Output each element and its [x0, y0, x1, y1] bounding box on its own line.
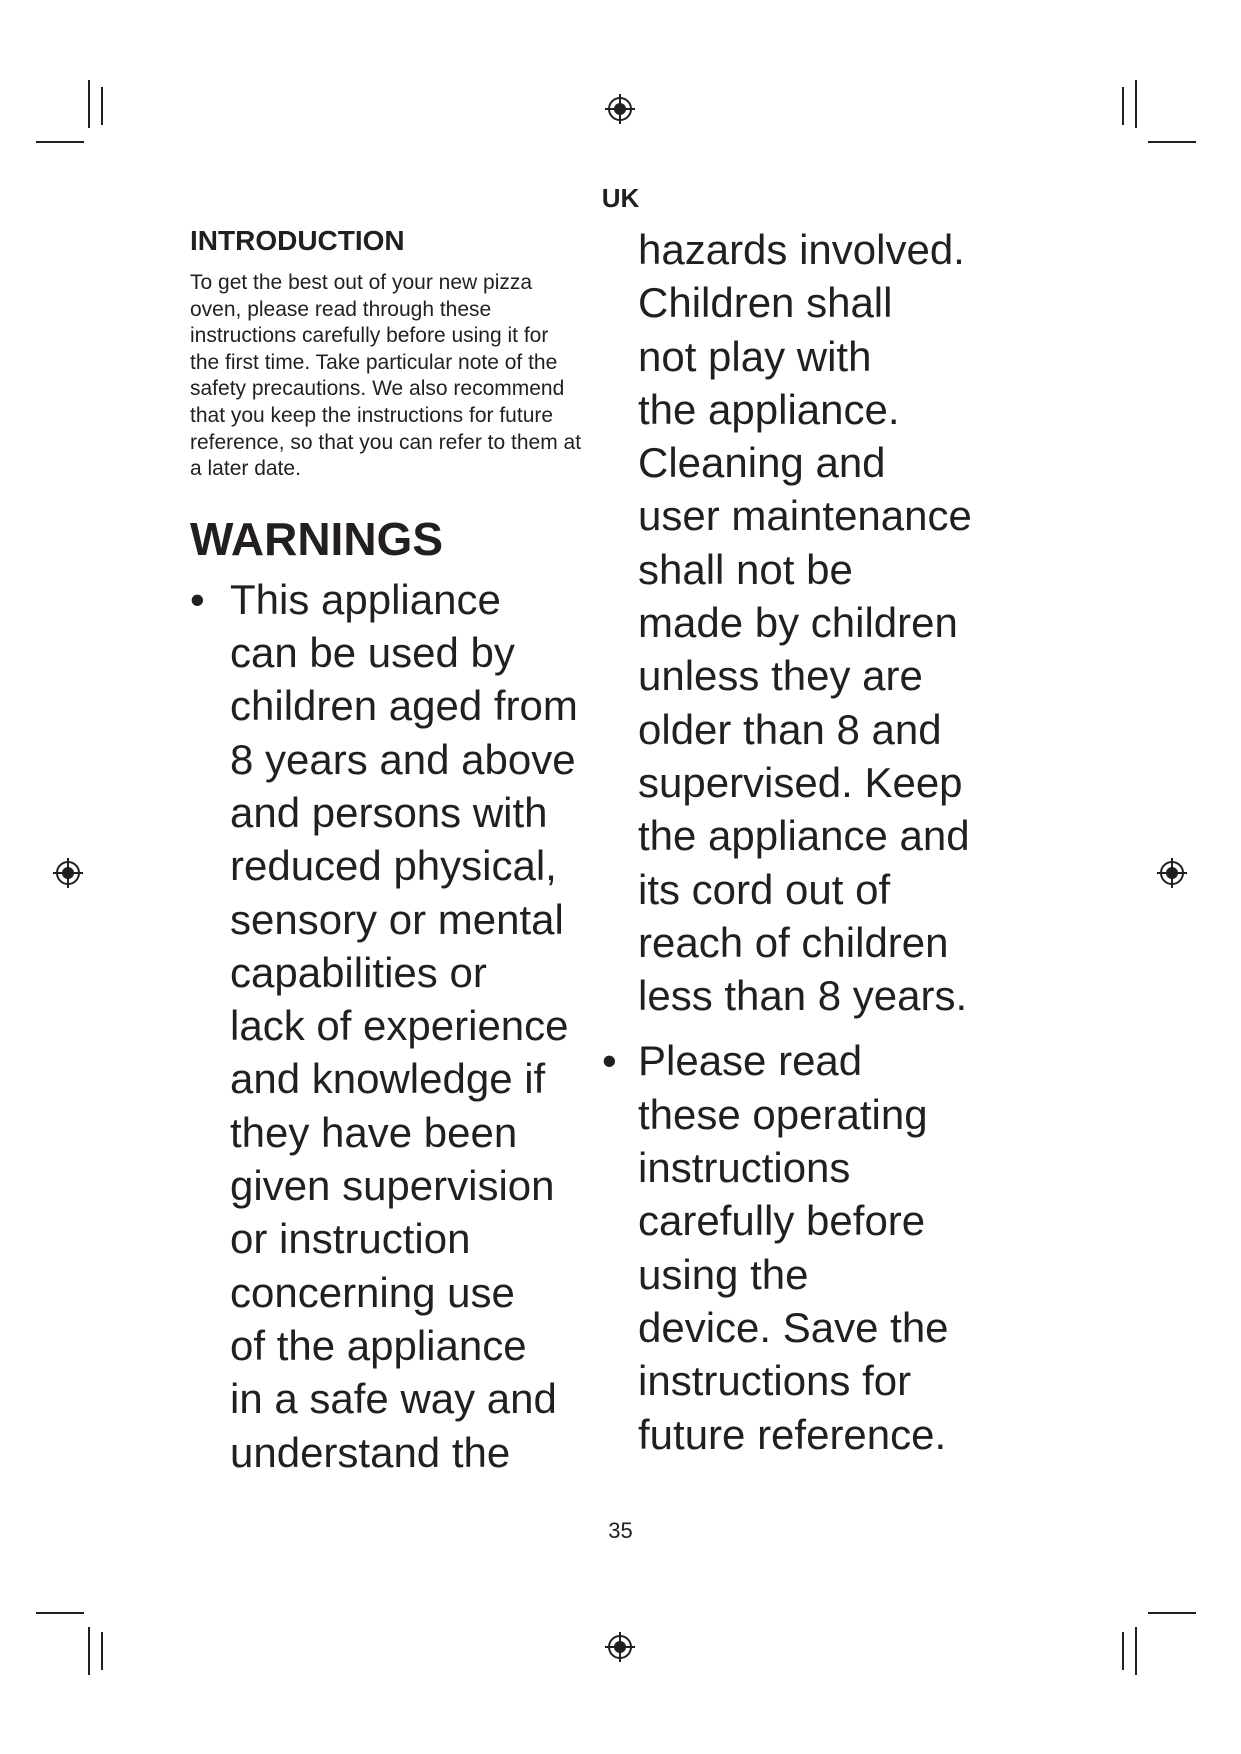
warning-line: unless they are — [638, 652, 923, 700]
warning-line: concerning use — [230, 1268, 515, 1316]
intro-line: a later date. — [190, 457, 301, 481]
warning-line: less than 8 years. — [638, 972, 968, 1020]
warning-line: lack of experience — [230, 1002, 569, 1050]
intro-line: reference, so that you can refer to them at — [190, 430, 582, 454]
warning-item-2 — [602, 1034, 1058, 1460]
right-column — [602, 223, 1058, 1461]
warning-item-1-continued — [638, 223, 1058, 1022]
warning-line: reduced physical, — [230, 842, 557, 890]
warning-line: shall not be — [638, 545, 853, 593]
language-code: UK — [601, 183, 640, 213]
warning-line: Cleaning and — [638, 439, 886, 487]
intro-line: that you keep the instructions for future — [190, 403, 554, 427]
registration-mark-icon-right — [1156, 857, 1188, 889]
warning-line: instructions — [638, 1144, 851, 1192]
warning-line: in a safe way and — [230, 1375, 557, 1423]
warning-line: the appliance and — [638, 812, 970, 860]
left-column — [190, 224, 620, 1479]
intro-line: the first time. Take particular note of the — [190, 350, 558, 374]
warning-line: the appliance. — [638, 385, 900, 433]
intro-line: To get the best out of your new pizza — [190, 271, 533, 294]
warning-line: This appliance — [230, 575, 501, 623]
warning-line: of the appliance — [230, 1321, 527, 1369]
warning-line: 8 years and above — [230, 735, 576, 783]
warning-line: supervised. Keep — [638, 758, 963, 806]
warning-line: carefully before — [638, 1197, 926, 1245]
warning-line: Please read — [638, 1037, 863, 1085]
warning-line: or instruction — [230, 1215, 471, 1263]
warning-line: made by children — [638, 599, 958, 647]
intro-line: safety precautions. We also recommend — [190, 377, 565, 401]
bullet-icon: • — [190, 575, 205, 623]
warning-line: children aged from — [230, 682, 578, 730]
warning-line: sensory or mental — [230, 895, 564, 943]
warning-line: can be used by — [230, 629, 515, 677]
warning-line: its cord out of — [638, 865, 891, 913]
warnings-heading: WARNINGS — [190, 512, 443, 565]
bullet-icon: • — [602, 1037, 617, 1085]
introduction-paragraph — [190, 270, 620, 483]
warning-line: hazards involved. — [638, 226, 965, 273]
warning-line: capabilities or — [230, 948, 487, 996]
warning-line: given supervision — [230, 1162, 555, 1210]
page-number: 35 — [608, 1518, 633, 1543]
registration-mark-icon-left — [52, 857, 84, 889]
intro-line: instructions carefully before using it for — [190, 324, 549, 348]
warning-line: older than 8 and — [638, 705, 942, 753]
warning-line: device. Save the — [638, 1303, 949, 1351]
warning-line: not play with — [638, 332, 872, 380]
warning-line: instructions for — [638, 1357, 912, 1405]
warning-line: reach of children — [638, 918, 949, 966]
warning-line: using the — [638, 1250, 809, 1298]
warning-line: understand the — [230, 1428, 511, 1476]
warning-line: user maintenance — [638, 492, 972, 540]
warning-line: future reference. — [638, 1410, 947, 1458]
warning-item-1 — [190, 573, 620, 1479]
registration-mark-icon-top — [604, 93, 636, 125]
warning-line: they have been — [230, 1108, 518, 1156]
registration-mark-icon-bottom — [604, 1631, 636, 1663]
warning-line: these operating — [638, 1090, 928, 1138]
warning-line: and knowledge if — [230, 1055, 546, 1103]
intro-line: oven, please read through these — [190, 297, 492, 321]
warning-line: Children shall — [638, 279, 893, 327]
introduction-heading: INTRODUCTION — [190, 225, 405, 256]
warning-line: and persons with — [230, 788, 548, 836]
